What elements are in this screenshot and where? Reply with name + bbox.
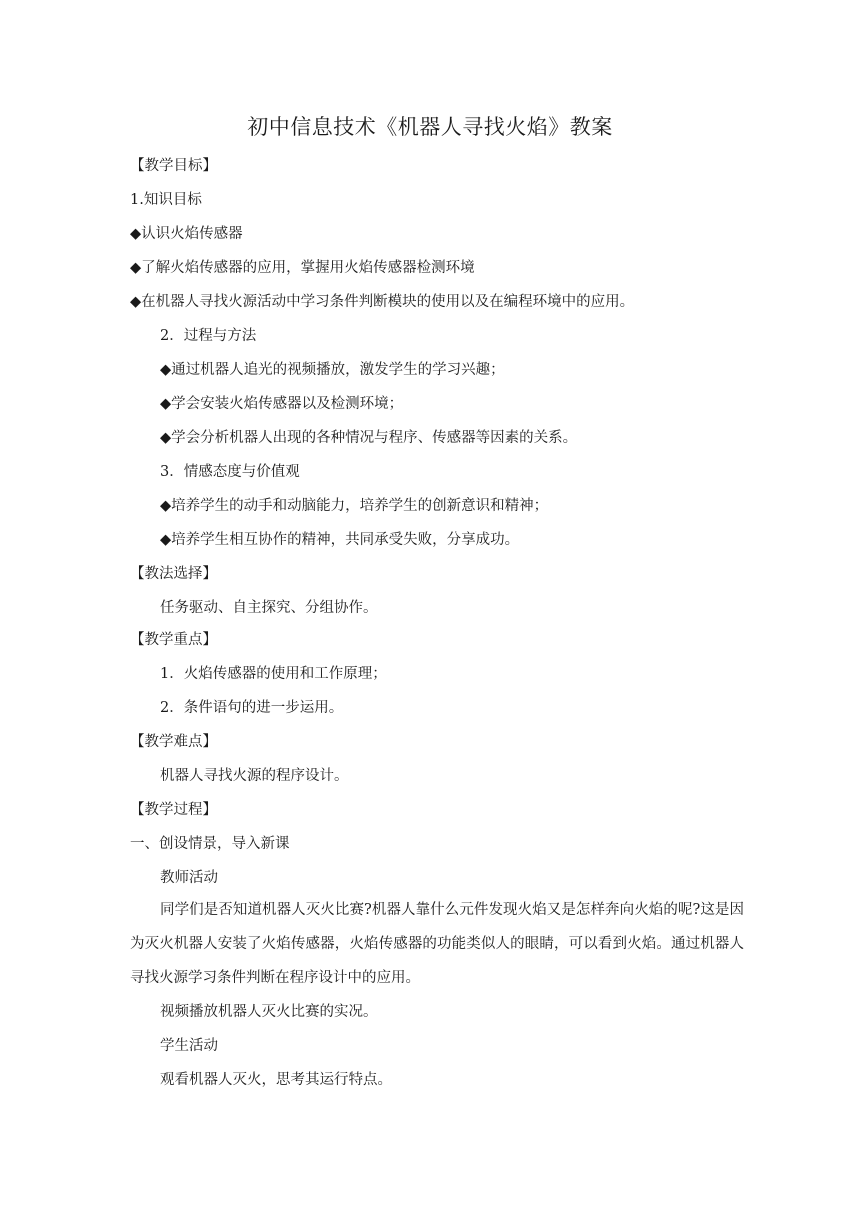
process-item: ◆学会安装火焰传感器以及检测环境； (160, 396, 404, 412)
teacher-paragraph: 同学们是否知道机器人灭火比赛?机器人靠什么元件发现火焰又是怎样奔向火焰的呢?这是因为灭火机器人安装了火焰传感器，火焰传感器的功能类似人的眼睛，可以看到火焰。通过机器人寻找火源学习条件判断在程序设计中的应用。 (130, 902, 744, 986)
teacher-activity-label: 教师活动 (160, 870, 218, 886)
student-activity-label: 学生活动 (160, 1038, 218, 1054)
key-item: 1．火焰传感器的使用和工作原理； (160, 666, 387, 682)
process-section-heading: 【教学过程】 (130, 802, 217, 818)
emotion-heading: 3．情感态度与价值观 (160, 464, 300, 480)
process-item: ◆学会分析机器人出现的各种情况与程序、传感器等因素的关系。 (160, 430, 578, 446)
step1-heading: 一、创设情景，导入新课 (130, 836, 290, 852)
process-item: ◆通过机器人追光的视频播放，激发学生的学习兴趣； (160, 362, 505, 378)
knowledge-item: ◆在机器人寻找火源活动中学习条件判断模块的使用以及在编程环境中的应用。 (130, 294, 635, 310)
objectives-heading: 【教学目标】 (130, 158, 217, 174)
difficulty-heading: 【教学难点】 (130, 734, 217, 750)
student-text: 观看机器人灭火，思考其运行特点。 (160, 1072, 392, 1088)
video-text: 视频播放机器人灭火比赛的实况。 (160, 1004, 378, 1020)
method-text: 任务驱动、自主探究、分组协作。 (160, 600, 378, 616)
emotion-item: ◆培养学生的动手和动脑能力，培养学生的创新意识和精神； (160, 498, 549, 514)
method-heading: 【教法选择】 (130, 566, 217, 582)
knowledge-item: ◆认识火焰传感器 (130, 226, 243, 242)
key-heading: 【教学重点】 (130, 632, 217, 648)
key-item: 2．条件语句的进一步运用。 (160, 700, 344, 716)
knowledge-heading: 1.知识目标 (130, 192, 202, 208)
knowledge-item: ◆了解火焰传感器的应用，掌握用火焰传感器检测环境 (130, 260, 475, 276)
document-title: 初中信息技术《机器人寻找火焰》教案 (247, 115, 613, 139)
process-heading: 2．过程与方法 (160, 328, 257, 344)
difficulty-text: 机器人寻找火源的程序设计。 (160, 768, 349, 784)
emotion-item: ◆培养学生相互协作的精神，共同承受失败，分享成功。 (160, 532, 520, 548)
